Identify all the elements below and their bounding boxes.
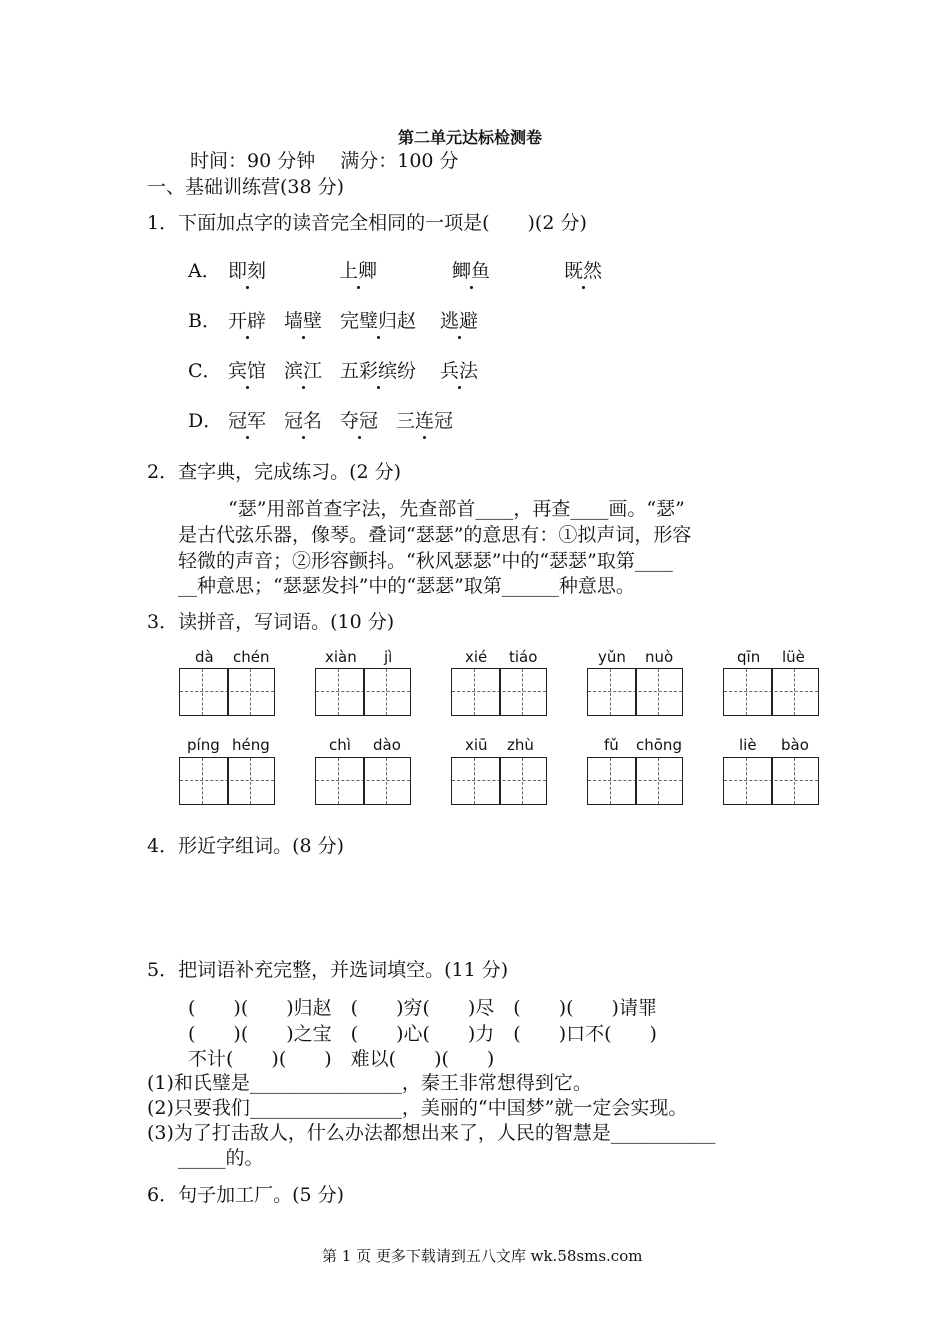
option-word: 开辟: [228, 310, 267, 332]
time-info: 时间：90 分钟 满分：100 分: [190, 150, 459, 172]
fill-line: _____的。: [178, 1147, 264, 1169]
writing-grid[interactable]: [587, 757, 683, 805]
pinyin: héng: [232, 736, 270, 754]
q5-stem: 5．把词语补充完整，并选词填空。(11 分): [147, 959, 509, 981]
fill-line: (1)和氏璧是________________，秦王非常想得到它。: [147, 1072, 592, 1094]
option-word: 宾馆: [228, 360, 267, 382]
section-heading: 一、基础训练营(38 分): [147, 176, 345, 198]
q2-line: 是古代弦乐器，像琴。叠词“瑟瑟”的意思有：①拟声词，形容: [178, 524, 692, 546]
q4-stem: 4．形近字组词。(8 分): [147, 835, 345, 857]
option-letter: A．: [188, 260, 221, 282]
pinyin: jì: [384, 648, 393, 666]
pinyin: qīn: [737, 648, 761, 666]
option-word: 完璧归赵: [340, 310, 417, 332]
pinyin: chén: [233, 648, 270, 666]
pinyin: lüè: [782, 648, 805, 666]
q6-stem: 6．句子加工厂。(5 分): [147, 1184, 345, 1206]
writing-grid[interactable]: [587, 668, 683, 716]
option-letter: B．: [188, 310, 221, 332]
pinyin: dà: [195, 648, 214, 666]
writing-grid[interactable]: [451, 668, 547, 716]
writing-grid[interactable]: [315, 668, 411, 716]
option-word: 既然: [564, 260, 603, 282]
q2-line: “瑟”用部首查字法，先查部首____，再查____画。“瑟”: [228, 498, 685, 520]
pinyin: liè: [739, 736, 757, 754]
pinyin: chōng: [636, 736, 682, 754]
q2-stem: 2．查字典，完成练习。(2 分): [147, 461, 402, 483]
option-letter: C．: [188, 360, 222, 382]
fill-line: (2)只要我们________________，美丽的“中国梦”就一定会实现。: [147, 1097, 688, 1119]
page-title: 第二单元达标检测卷: [398, 128, 543, 147]
option-word: 五彩缤纷: [340, 360, 417, 382]
option-word: 鲫鱼: [452, 260, 491, 282]
option-word: 滨江: [284, 360, 323, 382]
option-word: 即刻: [228, 260, 267, 282]
option-word: 夺冠: [340, 410, 379, 432]
pinyin: bào: [781, 736, 809, 754]
pinyin: xiū: [465, 736, 488, 754]
writing-grid[interactable]: [723, 757, 819, 805]
option-word: 三连冠: [396, 410, 454, 432]
writing-grid[interactable]: [451, 757, 547, 805]
option-letter: D．: [188, 410, 223, 432]
pinyin: zhù: [507, 736, 534, 754]
pinyin: chì: [329, 736, 351, 754]
option-word: 逃避: [440, 310, 479, 332]
pinyin: fǔ: [604, 736, 619, 754]
option-word: 冠名: [284, 410, 323, 432]
pinyin: dào: [373, 736, 401, 754]
writing-grid[interactable]: [315, 757, 411, 805]
pinyin: yǔn: [598, 648, 626, 666]
pinyin: nuò: [645, 648, 674, 666]
option-word: 兵法: [440, 360, 479, 382]
option-word: 墙壁: [284, 310, 323, 332]
q2-line: __种意思；“瑟瑟发抖”中的“瑟瑟”取第______种意思。: [178, 575, 635, 597]
pinyin: píng: [187, 736, 220, 754]
fill-line: (3)为了打击敌人，什么办法都想出来了，人民的智慧是___________: [147, 1122, 716, 1144]
idiom-line: ( )( )归赵 ( )穷( )尽 ( )( )请罪: [188, 997, 657, 1019]
writing-grid[interactable]: [179, 668, 275, 716]
pinyin: tiáo: [509, 648, 538, 666]
writing-grid[interactable]: [179, 757, 275, 805]
q1-stem: 1．下面加点字的读音完全相同的一项是( )(2 分): [147, 212, 587, 234]
q3-stem: 3．读拼音，写词语。(10 分): [147, 611, 395, 633]
page-footer: 第 1 页 更多下载请到五八文库 wk.58sms.com: [322, 1247, 643, 1265]
idiom-line: 不计( )( ) 难以( )( ): [188, 1048, 495, 1070]
option-word: 冠军: [228, 410, 267, 432]
pinyin: xiàn: [325, 648, 357, 666]
idiom-line: ( )( )之宝 ( )心( )力 ( )口不( ): [188, 1023, 657, 1045]
pinyin: xié: [465, 648, 488, 666]
q2-line: 轻微的声音；②形容颤抖。“秋风瑟瑟”中的“瑟瑟”取第____: [178, 550, 673, 572]
option-word: 上卿: [339, 260, 378, 282]
writing-grid[interactable]: [723, 668, 819, 716]
